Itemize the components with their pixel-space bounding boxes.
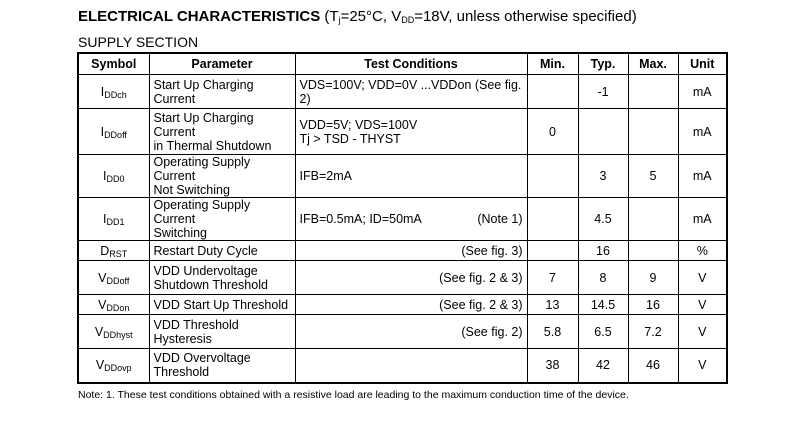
cell-symbol: $I_{DDoff}$ [78, 109, 149, 155]
cell-min [527, 198, 578, 241]
cell-parameter: VDD Undervoltage Shutdown Threshold [149, 261, 295, 295]
cell-unit: V [678, 349, 727, 383]
footnote: Note: 1. These test conditions obtained with a resistive load are leading to the maximum conduction time of the device. [78, 389, 629, 401]
cell-unit: % [678, 241, 727, 261]
page-title: ELECTRICAL CHARACTERISTICS ($T_j=25^\circ C$, $V_{DD}=18V$, unless otherwise specified) [78, 8, 637, 25]
cell-typ: 8 [578, 261, 628, 295]
col-parameter: Parameter [149, 53, 295, 75]
cell-typ: 3 [578, 155, 628, 198]
col-max: Max. [628, 53, 678, 75]
cell-max [628, 198, 678, 241]
cell-parameter: VDD Overvoltage Threshold [149, 349, 295, 383]
cell-max: 16 [628, 295, 678, 315]
cell-min: 7 [527, 261, 578, 295]
cell-min: 38 [527, 349, 578, 383]
table-row [78, 198, 727, 241]
cell-max [628, 241, 678, 261]
cell-symbol: $V_{DDhyst}$ [78, 315, 149, 349]
cell-test-conditions: VDD=5V; VDS=100V Tj > TSD - THYST [295, 109, 527, 155]
table-row [78, 109, 727, 155]
cell-parameter: Start Up Charging Current [149, 75, 295, 109]
table-row [78, 261, 727, 295]
cell-test-conditions: (See fig. 2 & 3) [295, 261, 527, 295]
cell-max [628, 109, 678, 155]
cell-parameter: Operating Supply Current Switching [149, 198, 295, 241]
cell-parameter: Operating Supply Current Not Switching [149, 155, 295, 198]
cell-typ: 6.5 [578, 315, 628, 349]
table-row [78, 295, 727, 315]
cell-symbol: $V_{DDon}$ [78, 295, 149, 315]
cell-unit: V [678, 295, 727, 315]
cell-typ: 14.5 [578, 295, 628, 315]
section-title: SUPPLY SECTION [78, 34, 199, 50]
table-header-row [78, 53, 727, 75]
cell-symbol: $I_{DDch}$ [78, 75, 149, 109]
cell-parameter: VDD Threshold Hysteresis [149, 315, 295, 349]
cell-min [527, 155, 578, 198]
cell-symbol: $V_{DDoff}$ [78, 261, 149, 295]
cell-parameter: Start Up Charging Current in Thermal Shutdown [149, 109, 295, 155]
cell-test-conditions: (See fig. 3) [295, 241, 527, 261]
col-symbol: Symbol [78, 53, 149, 75]
cell-unit: mA [678, 75, 727, 109]
col-typ: Typ. [578, 53, 628, 75]
cell-typ: -1 [578, 75, 628, 109]
cell-test-conditions: IFB=2mA [295, 155, 527, 198]
cell-min [527, 75, 578, 109]
characteristics-table [77, 52, 728, 384]
cell-typ: 42 [578, 349, 628, 383]
table-row [78, 241, 727, 261]
cell-max: 9 [628, 261, 678, 295]
cell-min [527, 241, 578, 261]
col-min: Min. [527, 53, 578, 75]
table-row [78, 75, 727, 109]
cell-max: 7.2 [628, 315, 678, 349]
table-row [78, 315, 727, 349]
cell-symbol: $I_{DD0}$ [78, 155, 149, 198]
cell-test-conditions: (See fig. 2) [295, 315, 527, 349]
cell-parameter: VDD Start Up Threshold [149, 295, 295, 315]
cell-unit: mA [678, 198, 727, 241]
cell-min: 13 [527, 295, 578, 315]
cell-max: 46 [628, 349, 678, 383]
cell-unit: V [678, 261, 727, 295]
cell-typ [578, 109, 628, 155]
cell-test-conditions: (See fig. 2 & 3) [295, 295, 527, 315]
cell-test-conditions: VDS=100V; VDD=0V ...VDDon (See fig. 2) [295, 75, 527, 109]
cell-parameter: Restart Duty Cycle [149, 241, 295, 261]
cell-test-conditions: IFB=0.5mA; ID=50mA (Note 1) [295, 198, 527, 241]
cell-symbol: $V_{DDovp}$ [78, 349, 149, 383]
cell-symbol: $D_{RST}$ [78, 241, 149, 261]
col-test-conditions: Test Conditions [295, 53, 527, 75]
cell-typ: 4.5 [578, 198, 628, 241]
table-row [78, 155, 727, 198]
cell-unit: V [678, 315, 727, 349]
cell-test-conditions [295, 349, 527, 383]
cell-unit: mA [678, 109, 727, 155]
col-unit: Unit [678, 53, 727, 75]
cell-min: 0 [527, 109, 578, 155]
table-row [78, 349, 727, 383]
cell-max [628, 75, 678, 109]
cell-typ: 16 [578, 241, 628, 261]
cell-unit: mA [678, 155, 727, 198]
cell-min: 5.8 [527, 315, 578, 349]
cell-max: 5 [628, 155, 678, 198]
cell-symbol: $I_{DD1}$ [78, 198, 149, 241]
